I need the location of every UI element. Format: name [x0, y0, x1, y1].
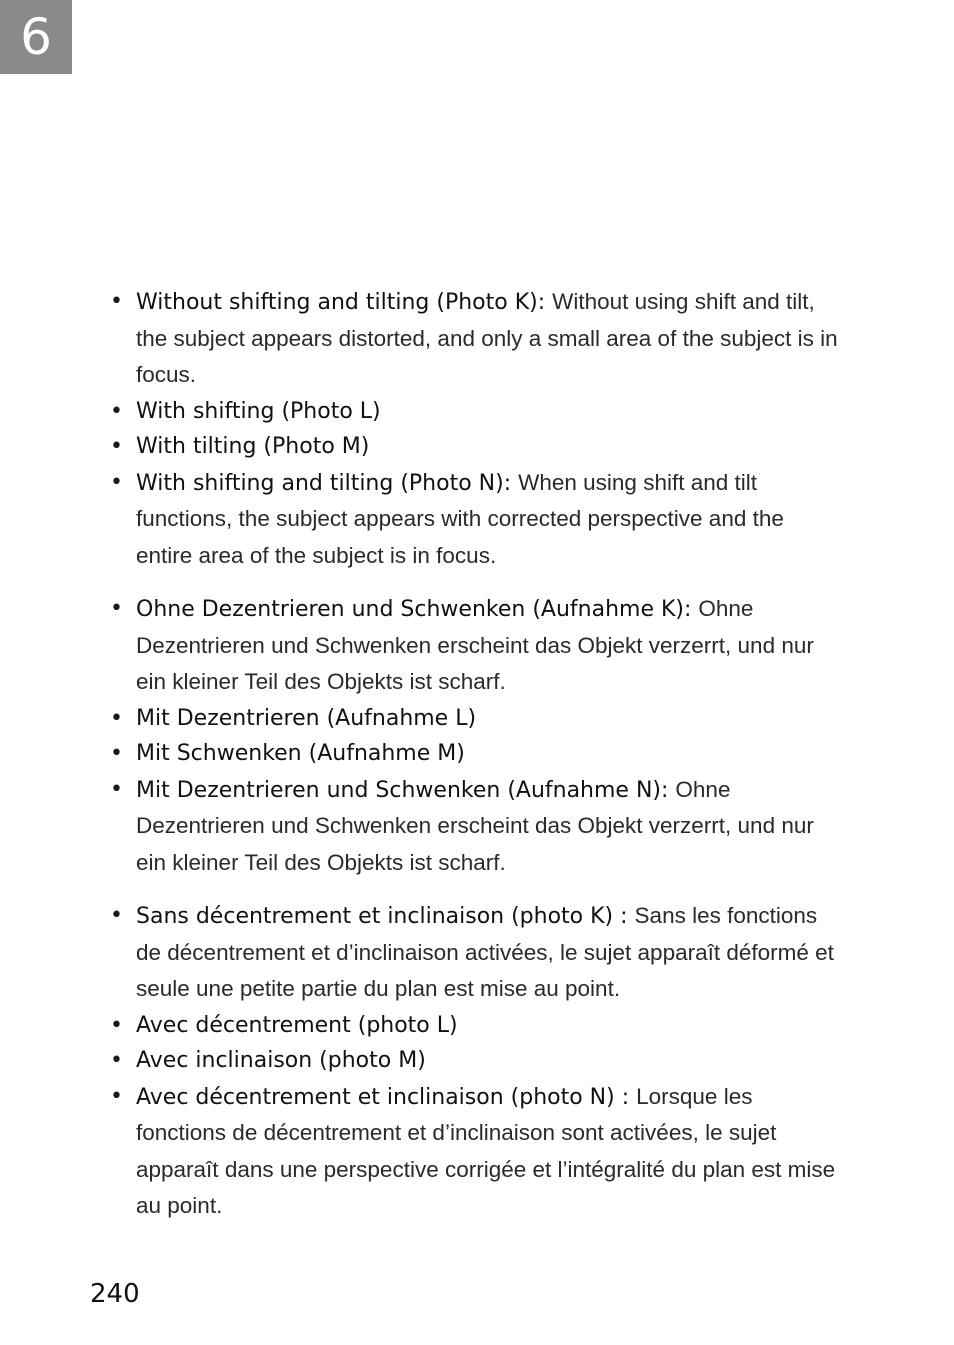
page-number: 240: [90, 1279, 140, 1309]
list-item: [108, 284, 838, 394]
bullet-icon: •: [110, 434, 123, 459]
item-heading: Mit Dezentrieren und Schwenken (Aufnahme N):: [136, 777, 669, 803]
bullet-icon: •: [110, 289, 123, 314]
bullet-icon: •: [110, 1012, 123, 1038]
list-item: [108, 429, 838, 465]
list-item: [108, 591, 838, 701]
item-heading: Avec décentrement et inclinaison (photo N) :: [136, 1084, 630, 1110]
item-description: Without using shift and tilt, the subject appears distorted, and only a small area of the subject is in focus.: [136, 289, 838, 387]
item-heading: Avec inclinaison (photo M): [136, 1048, 426, 1073]
bullet-icon: •: [110, 903, 123, 928]
bullet-icon: •: [110, 776, 123, 802]
item-heading: Avec décentrement (photo L): [136, 1012, 458, 1038]
item-heading: Without shifting and tilting (Photo K):: [136, 290, 546, 315]
list-item: [108, 898, 838, 1008]
bullet-icon: •: [110, 705, 123, 731]
list-item: [108, 701, 838, 737]
item-description: Ohne Dezentrieren und Schwenken erscheint das Objekt verzerrt, und nur ein kleiner Teil des Objekts ist scharf.: [136, 596, 814, 694]
list-item: [108, 1008, 838, 1044]
bullet-icon: •: [110, 1083, 123, 1109]
item-heading: Ohne Dezentrieren und Schwenken (Aufnahme K):: [136, 597, 692, 622]
item-heading: With shifting and tilting (Photo N):: [136, 470, 512, 496]
bullet-icon: •: [110, 398, 123, 424]
bullet-icon: •: [110, 741, 123, 766]
bullet-icon: •: [110, 469, 123, 495]
item-heading: With tilting (Photo M): [136, 434, 370, 459]
item-description: When using shift and tilt functions, the subject appears with corrected perspective and the entire area of the subject is in focus.: [136, 469, 784, 568]
list-item: [108, 1079, 838, 1225]
section-german: [108, 591, 838, 881]
section-english: [108, 284, 838, 574]
chapter-tab: 6: [0, 0, 72, 74]
item-heading: With shifting (Photo L): [136, 398, 381, 424]
item-heading: Mit Dezentrieren (Aufnahme L): [136, 705, 477, 731]
list-item: [108, 394, 838, 430]
item-description: Ohne Dezentrieren und Schwenken erscheint das Objekt verzerrt, und nur ein kleiner Teil des Objekts ist scharf.: [136, 776, 814, 875]
list-item: [108, 465, 838, 575]
list-item: [108, 1043, 838, 1079]
list-item: [108, 736, 838, 772]
item-heading: Mit Schwenken (Aufnahme M): [136, 741, 465, 766]
item-description: Lorsque les fonctions de décentrement et d’inclinaison sont activées, le sujet apparaît dans une perspective corrigée et l’intégralité du plan est mise au point.: [136, 1083, 836, 1218]
bullet-icon: •: [110, 596, 123, 621]
page-content: [108, 284, 838, 1225]
bullet-icon: •: [110, 1048, 123, 1073]
list-item: [108, 772, 838, 882]
section-french: [108, 898, 838, 1225]
item-heading: Sans décentrement et inclinaison (photo K) :: [136, 904, 628, 929]
item-description: Sans les fonctions de décentrement et d’inclinaison activées, le sujet apparaît déformé et seule une petite partie du plan est mise au point.: [136, 903, 834, 1001]
